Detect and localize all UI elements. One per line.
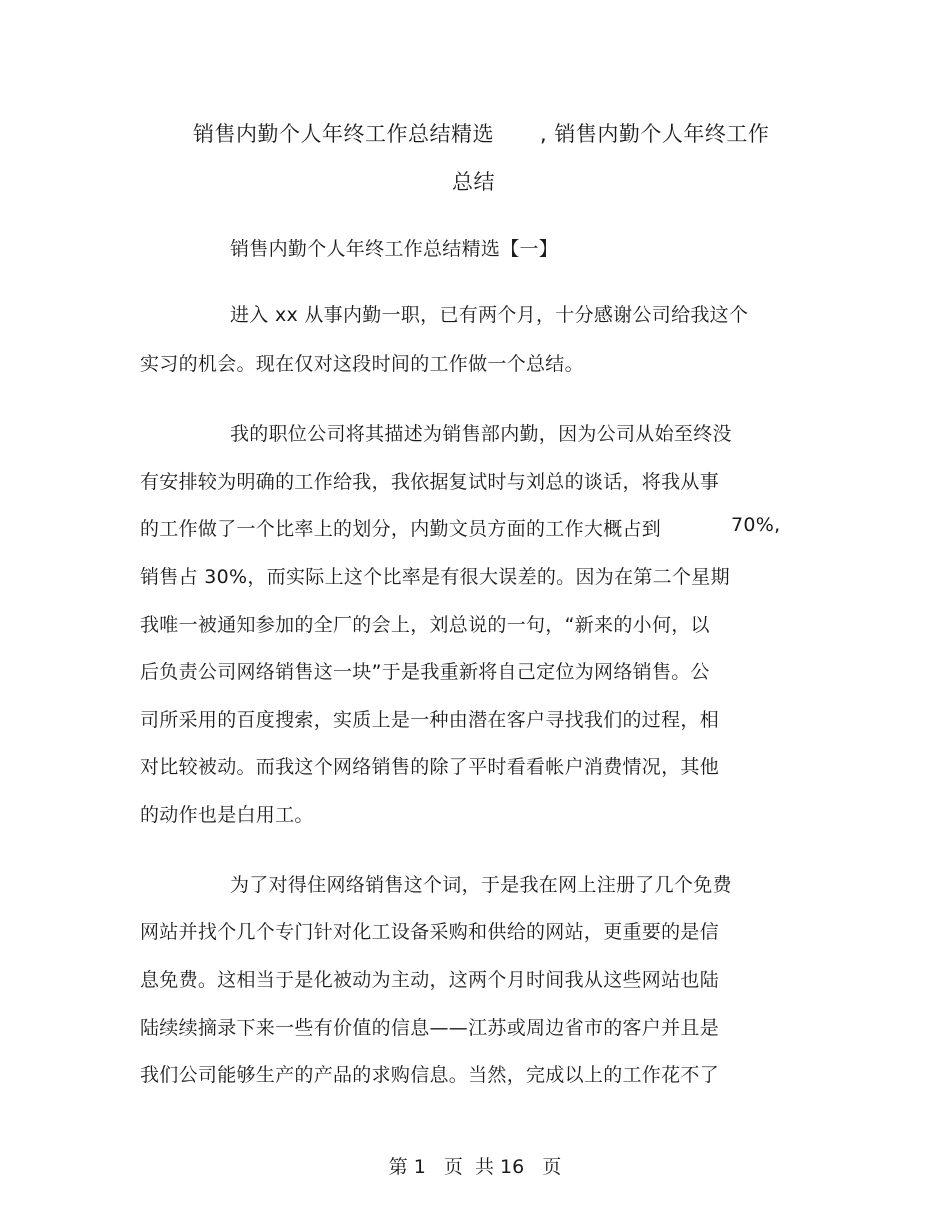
page-footer: 第 1 页 共 16 页 <box>388 1156 562 1178</box>
paragraph-line: 进入 xx 从事内勤一职，已有两个月，十分感谢公司给我这个 <box>230 304 749 326</box>
paragraph-line: 我唯一被通知参加的全厂的会上，刘总说的一句，“新来的小何，以 <box>140 614 710 636</box>
paragraph-line: 实习的机会。现在仅对这段时间的工作做一个总结。 <box>140 353 584 375</box>
paragraph-line: 网站并找个几个专门针对化工设备采购和供给的网站，更重要的是信 <box>140 921 720 943</box>
paragraph-line: 有安排较为明确的工作给我，我依据复试时与刘总的谈话，将我从事 <box>140 471 720 493</box>
document-title-part2: , 销售内勤个人年终工作 <box>540 122 770 146</box>
paragraph-line: 销售占 30%，而实际上这个比率是有很大误差的。因为在第二个星期 <box>140 566 730 588</box>
paragraph-line: 我的职位公司将其描述为销售部内勤，因为公司从始至终没 <box>230 423 732 445</box>
paragraph-line: 后负责公司网络销售这一块”于是我重新将自己定位为网络销售。公 <box>140 661 710 683</box>
document-title-line2: 总结 <box>452 170 495 194</box>
paragraph-line: 陆续续摘录下来一些有价值的信息——江苏或周边省市的客户并且是 <box>140 1017 720 1039</box>
paragraph-line: 的工作做了一个比率上的划分，内勤文员方面的工作大概占到 <box>140 518 662 540</box>
paragraph-line: 对比较被动。而我这个网络销售的除了平时看看帐户消费情况，其他 <box>140 756 720 778</box>
paragraph-line: 息免费。这相当于是化被动为主动，这两个月时间我从这些网站也陆 <box>140 969 720 991</box>
paragraph-line: 我们公司能够生产的产品的求购信息。当然，完成以上的工作花不了 <box>140 1064 720 1086</box>
section-heading: 销售内勤个人年终工作总结精选【一】 <box>230 238 559 260</box>
paragraph-line: 为了对得住网络销售这个词，于是我在网上注册了几个免费 <box>230 874 732 896</box>
paragraph-line: 司所采用的百度搜索，实质上是一种由潜在客户寻找我们的过程，相 <box>140 709 720 731</box>
document-title-part1: 销售内勤个人年终工作总结精选 <box>193 122 494 146</box>
paragraph-line: 的动作也是白用工。 <box>140 804 314 826</box>
paragraph-line-percentage: 70%, <box>731 514 781 536</box>
